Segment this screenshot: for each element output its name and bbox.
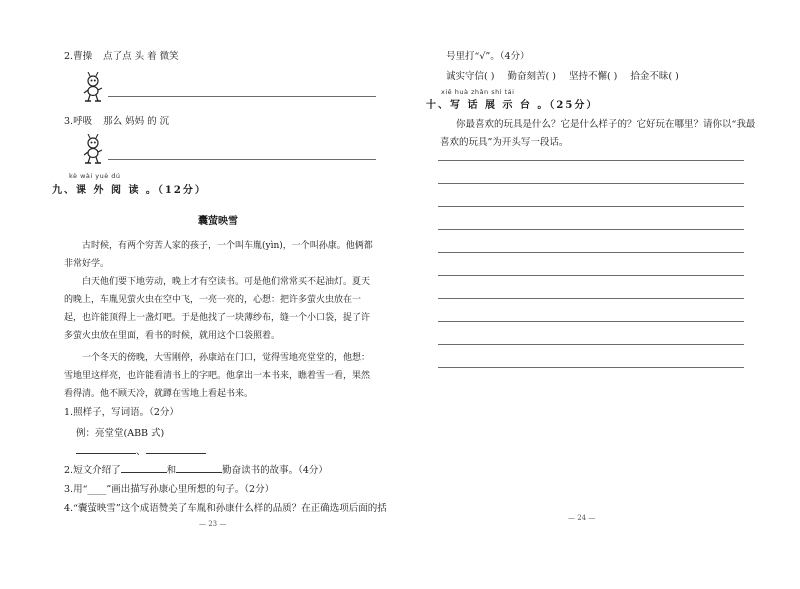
q1-example: 例：亮堂堂(ABB 式) (76, 428, 165, 439)
story-paragraph-2: 白天他们要下地劳动，晚上才有空读书。可是他们常常买不起油灯。夏天的晚上，车胤见萤火虫在空中飞，一亮一亮的，心想：把许多萤火虫放在一起，也许能顶得上一盏灯吧。于是他找了一块薄纱布，缝一个小口袋，捉了许多萤火虫放在里面，看书的时候，就用这个口袋照着。 (64, 277, 371, 341)
story-title: 囊萤映雪 (198, 216, 238, 227)
writing-prompt-line-2: 喜欢的玩具”为开头写一段话。 (440, 137, 569, 148)
q1-prompt: 1.照样子，写词语。（2分） (64, 407, 179, 418)
q2b-prompt (64, 462, 328, 476)
option-diligent[interactable]: 勤奋刻苦( ) (507, 71, 556, 82)
section9-pinyin: kè wài yuè dú (69, 172, 121, 180)
writing-line[interactable] (438, 367, 744, 368)
writing-line[interactable] (438, 298, 744, 299)
q2b-blank-1[interactable] (121, 462, 167, 473)
option-incorruptible[interactable]: 拾金不昧( ) (630, 71, 679, 82)
q1-answer-row (76, 443, 206, 457)
q1-blank-1[interactable] (76, 443, 136, 454)
writing-line[interactable] (438, 344, 744, 345)
section10-pinyin: xiě huà zhǎn shì tái (441, 88, 515, 96)
q2b-blank-2[interactable] (176, 462, 222, 473)
section9-heading: 九、课 外 阅 读 。（12分） (52, 185, 207, 196)
ant-mascot-icon (82, 72, 106, 102)
writing-line[interactable] (438, 275, 744, 276)
q2b-text-after: 勤奋读书的故事。（4分） (222, 465, 328, 476)
ant-mascot-icon (82, 134, 106, 164)
writing-line[interactable] (438, 321, 744, 322)
writing-line[interactable] (438, 183, 744, 184)
option-persistent[interactable]: 坚持不懈( ) (568, 71, 618, 82)
writing-prompt-line-1: 你最喜欢的玩具是什么？它是什么样子的？它好玩在哪里？请你以“我最 (456, 119, 756, 130)
story-paragraph-3: 一个冬天的傍晚，大雪刚停，孙康站在门口，觉得雪地亮堂堂的，他想：雪地里这样亮，也许能看清书上的字吧。他拿出一本书来，瞧着雪一看，果然看得清。他不顾天冷，就蹲在雪地上看起书来。 (64, 353, 371, 399)
q2b-text-mid: 和 (166, 465, 177, 476)
page-number-right: — 24 — (568, 514, 596, 522)
right-page (400, 0, 800, 589)
story-paragraph-1: 古时候，有两个穷苦人家的孩子，一个叫车胤(yìn)，一个叫孙康。他俩都非常好学。 (64, 241, 373, 269)
q3-sentence-order (64, 113, 169, 127)
q3b-prompt: 3.用“____”画出描写孙康心里所想的句子。（2分） (64, 484, 275, 495)
q4-options (446, 68, 679, 82)
q2-words: 点了点 头 着 微笑 (103, 51, 179, 62)
q4-continuation: 号里打“√”。（4分） (446, 51, 530, 62)
writing-line[interactable] (438, 206, 744, 207)
q2-answer-line[interactable] (108, 96, 376, 97)
q4-prompt: 4.“囊萤映雪”这个成语赞美了车胤和孙康什么样的品质？在正确选项后面的括 (64, 503, 387, 514)
q1-separator: 、 (136, 446, 146, 457)
writing-line[interactable] (438, 252, 744, 253)
writing-line[interactable] (438, 229, 744, 230)
writing-line[interactable] (438, 160, 744, 161)
option-honest[interactable]: 诚实守信( ) (446, 71, 495, 82)
q1-blank-2[interactable] (146, 443, 206, 454)
page-number-left: — 23 — (199, 520, 227, 528)
q3-answer-line[interactable] (108, 159, 376, 160)
q2-sentence-order (64, 48, 179, 62)
q2-label: 2.曹操 (64, 51, 93, 62)
section10-heading: 十、写 话 展 示 台 。（25分） (426, 100, 599, 111)
q2b-text-before: 2.短文介绍了 (64, 465, 121, 476)
q3-label: 3.呼吸 (64, 116, 93, 127)
q3-words: 那么 妈妈 的 沉 (103, 116, 170, 127)
